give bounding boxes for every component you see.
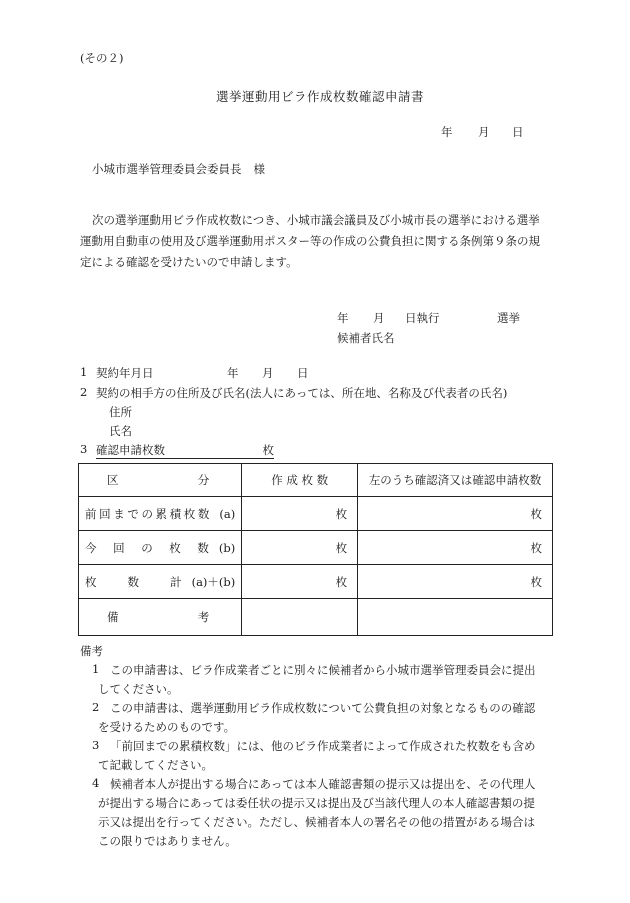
document-title: 選挙運動用ビラ作成枚数確認申請書: [216, 89, 425, 104]
confirmed-count-cell: 枚: [358, 531, 553, 565]
form-number: (その２): [80, 51, 124, 65]
addressee: [92, 161, 265, 177]
note-text: が提出する場合にあっては委任状の提示又は提出及び当該代理人の本人確認書類の提: [98, 796, 535, 810]
requested-count: [96, 442, 274, 459]
name-label: 氏名: [109, 424, 132, 438]
contract-party-label: 契約の相手方の住所及び氏名(法人にあっては、所在地、名称及び代表者の氏名): [96, 386, 508, 400]
confirmed-count-cell: 枚: [358, 497, 553, 531]
election-type-label: 選挙: [497, 311, 520, 325]
table-header-row: [79, 464, 553, 497]
remarks-label: 備 考: [79, 599, 242, 636]
header-category: 区 分: [79, 464, 242, 497]
contract-year-label: 年: [227, 366, 239, 380]
table-row-remarks: [79, 599, 553, 636]
statement-line: 次の選挙運動用ビラ作成枚数につき、小城市議会議員及び小城市長の選挙における選挙: [92, 213, 540, 227]
addressee-name: 小城市選挙管理委員会委員長: [92, 162, 242, 176]
election-year-label: 年: [337, 311, 349, 325]
address-label: 住所: [109, 405, 132, 419]
item1-number: 1: [80, 365, 88, 379]
remarks-cell: [242, 599, 358, 636]
item3-number: 3: [80, 442, 88, 456]
election-day-held-label: 日執行: [405, 311, 440, 325]
table-row: [79, 565, 553, 599]
note-number: 2: [92, 700, 100, 714]
note-text: て記載してください。: [98, 758, 213, 772]
created-count-cell: 枚: [242, 565, 358, 599]
row-label-previous-cumulative: 前 回 ま で の 累 積 枚 数 (a): [79, 497, 242, 531]
addressee-suffix: 様: [253, 162, 265, 176]
created-count-cell: 枚: [242, 531, 358, 565]
note-number: 1: [92, 662, 100, 676]
header-confirmed-count: 左のうち確認済又は確認申請枚数: [358, 464, 553, 497]
date-day-label: 日: [512, 125, 524, 139]
contract-month-label: 月: [262, 366, 274, 380]
note-text: 候補者本人が提出する場合にあっては本人確認書類の提示又は提出を、その代理人: [110, 777, 536, 791]
note-text: 示又は提出を行ってください。ただし、候補者本人の署名その他の措置がある場合は: [98, 815, 535, 829]
table-row: [79, 531, 553, 565]
note-text: を受けるためのものです。: [98, 720, 236, 734]
row-label-current: 今 回 の 枚 数 (b): [79, 531, 242, 565]
note-text: この申請書は、選挙運動用ビラ作成枚数について公費負担の対象となるものの確認: [110, 701, 536, 715]
requested-count-unit: 枚: [262, 443, 274, 457]
header-created-count: 作 成 枚 数: [242, 464, 358, 497]
note-number: 3: [92, 738, 100, 752]
note-number: 4: [92, 776, 100, 790]
table-row: [79, 497, 553, 531]
item2-number: 2: [80, 385, 88, 399]
row-label-total: 枚 数 計 (a)＋(b): [79, 565, 242, 599]
statement-line: 運動用自動車の使用及び選挙運動用ポスター等の作成の公費負担に関する条例第９条の規: [80, 234, 540, 248]
note-text: してください。: [98, 682, 179, 696]
contract-day-label: 日: [297, 366, 309, 380]
count-table: [78, 463, 553, 636]
candidate-name-label: 候補者氏名: [337, 331, 395, 345]
note-text: この申請書は、ビラ作成業者ごとに別々に候補者から小城市選挙管理委員会に提出: [110, 663, 536, 677]
election-month-label: 月: [373, 311, 385, 325]
contract-date-label: 契約年月日: [96, 366, 154, 380]
application-statement: [80, 210, 560, 273]
notes-heading: 備考: [80, 644, 103, 658]
created-count-cell: 枚: [242, 497, 358, 531]
statement-line: 定による確認を受けたいので申請します。: [80, 255, 298, 269]
note-text: 「前回までの累積枚数」には、他のビラ作成業者によって作成された枚数をも含め: [110, 739, 536, 753]
date-month-label: 月: [478, 125, 490, 139]
note-text: この限りではありません。: [98, 834, 237, 848]
remarks-cell: [358, 599, 553, 636]
requested-count-label: 確認申請枚数: [96, 443, 165, 457]
confirmed-count-cell: 枚: [358, 565, 553, 599]
date-year-label: 年: [441, 125, 453, 139]
